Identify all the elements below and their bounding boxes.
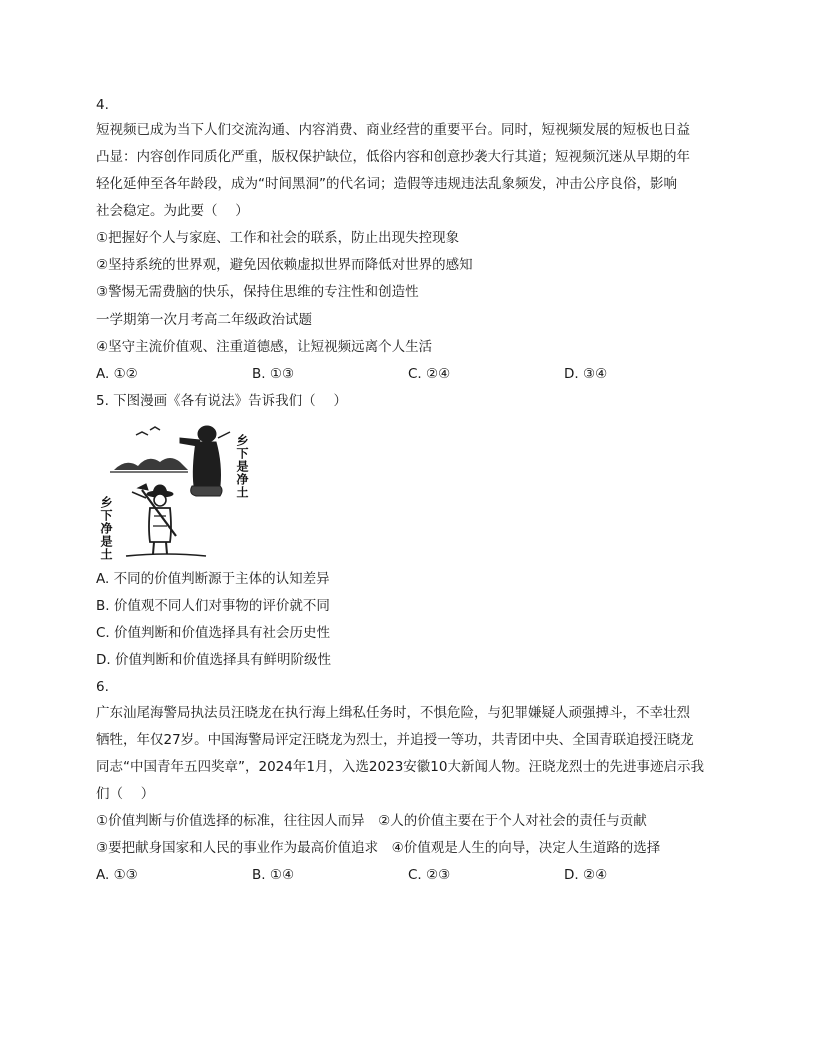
q6-stem-line: 同志“中国青年五四奖章”，2024年1月，入选2023安徽10大新闻人物。汪晓龙烈士的先进事迹启示我 xyxy=(96,759,704,775)
q6-stem-line: 广东汕尾海警局执法员汪晓龙在执行海上缉私任务时，不惧危险，与犯罪嫌疑人顽强搏斗，不幸壮烈 xyxy=(96,705,690,721)
q4-item-1: ①把握好个人与家庭、工作和社会的联系，防止出现失控现象 xyxy=(96,230,460,246)
q4-stem-line: 社会稳定。为此要（ ） xyxy=(96,203,249,219)
q5-option-a: A. 不同的价值判断源于主体的认知差异 xyxy=(96,571,330,587)
left-caption: 乡下净是土 xyxy=(99,496,113,561)
q6-option-b: B. ①④ xyxy=(252,867,295,883)
q5-option-d: D. 价值判断和价值选择具有鲜明阶级性 xyxy=(96,652,331,668)
q6-stem-line: 牺牲，年仅27岁。中国海警局评定汪晓龙为烈士，并追授一等功，共青团中央、全国青联追授汪晓龙 xyxy=(96,732,694,748)
cartoon-scenery xyxy=(110,427,188,472)
q6-option-d: D. ②④ xyxy=(564,867,608,883)
q4-stem-line: 轻化延伸至各年龄段，成为“时间黑洞”的代名词；造假等违规违法乱象频发，冲击公序良俗，影响 xyxy=(96,176,677,192)
q4-option-a: A. ①② xyxy=(96,366,138,382)
exam-header-text: 一学期第一次月考高二年级政治试题 xyxy=(96,312,312,328)
q4-item-2: ②坚持系统的世界观，避免因依赖虚拟世界而降低对世界的感知 xyxy=(96,257,473,273)
q4-number: 4. xyxy=(96,97,109,113)
q5-option-c: C. 价值判断和价值选择具有社会历史性 xyxy=(96,625,331,641)
q4-stem-line: 凸显：内容创作同质化严重，版权保护缺位，低俗内容和创意抄袭大行其道；短视频沉迷从早期的年 xyxy=(96,149,690,165)
q4-stem-line: 短视频已成为当下人们交流沟通、内容消费、商业经营的重要平台。同时，短视频发展的短板也日益 xyxy=(96,122,690,138)
right-caption: 乡下是净土 xyxy=(235,434,249,499)
cartoon-image xyxy=(96,418,252,562)
q6-option-a: A. ①③ xyxy=(96,867,138,883)
q4-item-4: ④坚守主流价值观、注重道德感，让短视频远离个人生活 xyxy=(96,339,433,355)
right-figure xyxy=(180,426,230,496)
q4-option-d: D. ③④ xyxy=(564,366,608,382)
q4-item-3: ③警惕无需费脑的快乐，保持住思维的专注性和创造性 xyxy=(96,284,419,300)
q4-option-c: C. ②④ xyxy=(408,366,451,382)
q6-option-c: C. ②③ xyxy=(408,867,451,883)
q5-option-b: B. 价值观不同人们对事物的评价就不同 xyxy=(96,598,330,614)
q6-items-line-2: ③要把献身国家和人民的事业作为最高价值追求 ④价值观是人生的向导，决定人生道路的选择 xyxy=(96,840,661,856)
q6-items-line-1: ①价值判断与价值选择的标准，往往因人而异 ②人的价值主要在于个人对社会的责任与贡献 xyxy=(96,813,647,829)
q4-option-b: B. ①③ xyxy=(252,366,295,382)
q6-stem-line: 们（ ） xyxy=(96,786,155,802)
q6-number: 6. xyxy=(96,679,109,695)
q5-stem: 5. 下图漫画《各有说法》告诉我们（ ） xyxy=(96,393,347,409)
